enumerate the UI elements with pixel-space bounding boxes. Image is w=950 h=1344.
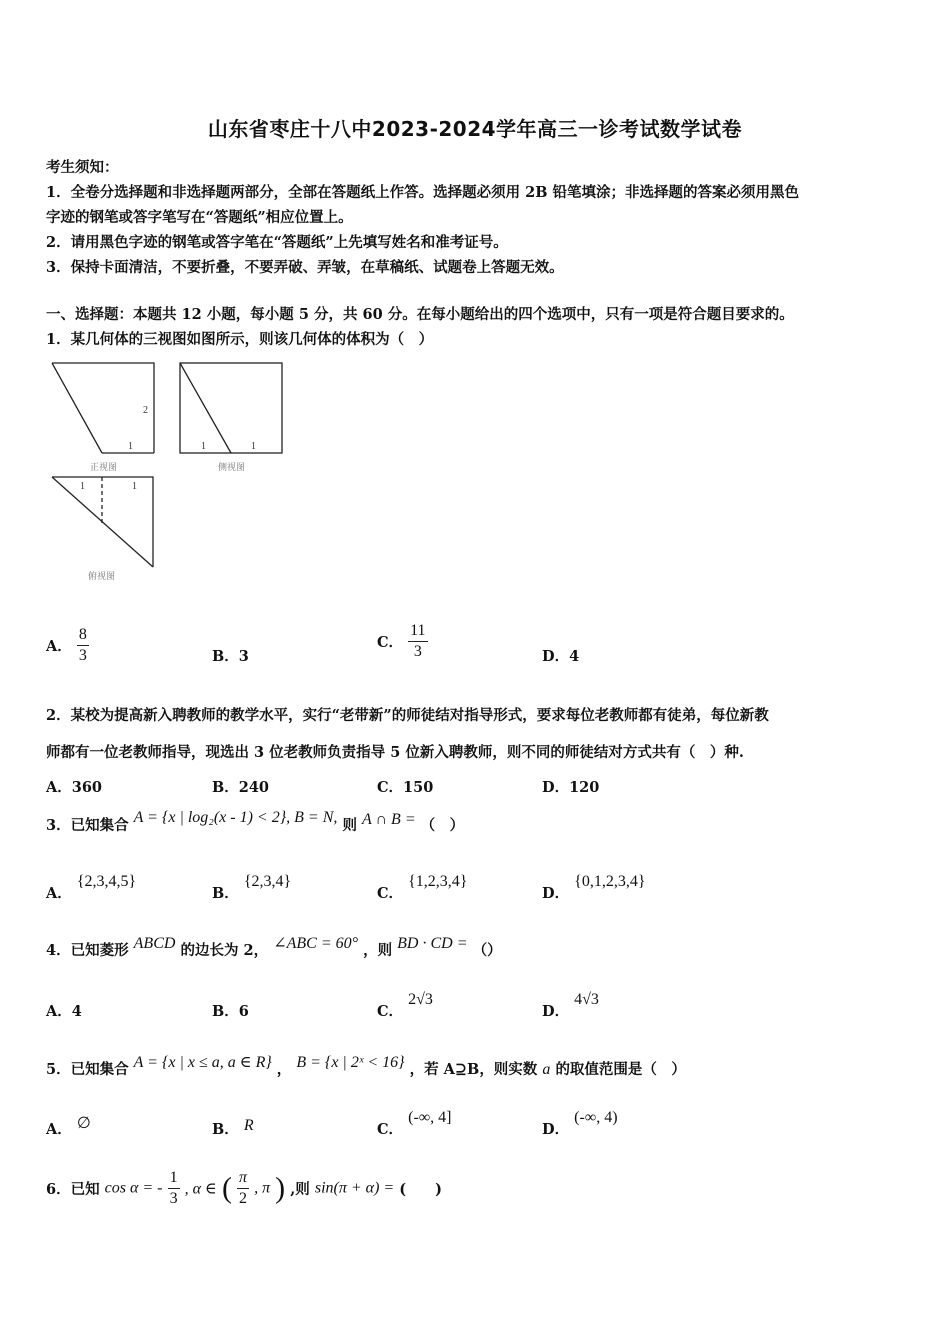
q1-option-c[interactable] <box>377 621 428 662</box>
side-view-label: 侧视图 <box>218 463 246 473</box>
q4-option-c-label: C． <box>377 1003 404 1020</box>
q3-option-b-label: B． <box>212 885 239 902</box>
q6-cos-expression: cos α = - <box>104 1179 163 1197</box>
front-view-label: 正视图 <box>90 463 118 473</box>
q6-pi-numerator: π <box>237 1168 249 1189</box>
q6-prefix: 6．已知 <box>46 1181 100 1198</box>
q1-option-d[interactable]: D．4 <box>542 648 580 665</box>
q6-fraction-pi-half <box>237 1168 249 1209</box>
q4-mid-1: 的边长为 2， <box>180 942 269 959</box>
q5-variable-a: a <box>542 1061 551 1078</box>
q1-option-b[interactable]: B．3 <box>212 648 249 665</box>
q4-option-d-label: D． <box>542 1003 570 1020</box>
q1-c-denominator: 3 <box>413 643 422 660</box>
side-dim-1b: 1 <box>251 441 256 452</box>
q3-option-b-value: {2,3,4} <box>243 873 292 890</box>
q4-option-a[interactable]: A．4 <box>46 1003 82 1020</box>
q3-option-c[interactable] <box>377 870 468 902</box>
q6-sin-expression: sin(π + α) = <box>314 1179 395 1197</box>
q1-option-c-fraction <box>408 621 427 662</box>
q5-option-a[interactable] <box>46 1115 91 1139</box>
q5-option-c-value: (-∞, 4] <box>408 1109 452 1126</box>
q2-option-c[interactable]: C．150 <box>377 779 434 796</box>
notice-heading: 考生须知： <box>46 159 119 176</box>
q5-option-d[interactable] <box>542 1106 618 1138</box>
q6-frac-denominator: 3 <box>169 1190 178 1207</box>
q3-option-a-label: A． <box>46 885 72 902</box>
q3-option-b[interactable] <box>212 870 292 902</box>
q1-option-c-label: C． <box>377 634 404 651</box>
q5-mid: ，若 A⊇B，则实数 <box>409 1061 538 1078</box>
q3-option-d-value: {0,1,2,3,4} <box>574 873 646 890</box>
q3-set-expression: A = {x | log₂(x - 1) < 2}, B = N, <box>133 809 338 826</box>
q3-option-c-value: {1,2,3,4} <box>408 873 468 890</box>
q4-mid-2: ，则 <box>363 942 393 959</box>
three-view-figure <box>46 355 296 585</box>
q2-option-b[interactable]: B．240 <box>212 779 270 796</box>
q6-pi-denominator: 2 <box>239 1190 248 1207</box>
side-view <box>180 363 282 473</box>
q4-dot-product-expression: BD · CD = <box>397 935 468 952</box>
q6-pi-tail: , π <box>254 1179 271 1197</box>
q3-option-d[interactable] <box>542 870 646 902</box>
q5-option-b-label: B． <box>212 1121 239 1138</box>
page-title: 山东省枣庄十八中2023-2024学年高三一诊考试数学试卷 <box>207 117 743 141</box>
q5-option-b[interactable] <box>212 1118 254 1139</box>
q3-option-c-label: C． <box>377 885 404 902</box>
q5-option-a-label: A． <box>46 1121 72 1138</box>
section-heading: 一、选择题：本题共 12 小题，每小题 5 分，共 60 分。在每小题给出的四个选项中，只有一项是符合题目要求的。 <box>46 306 794 323</box>
q1-a-denominator: 3 <box>78 647 87 664</box>
q2-option-a[interactable]: A．360 <box>46 779 103 796</box>
top-view <box>52 477 153 582</box>
top-dim-1a: 1 <box>80 481 85 492</box>
q1-option-a-fraction <box>77 625 89 666</box>
q1-c-numerator: 11 <box>408 621 427 642</box>
q4-option-d[interactable] <box>542 988 599 1020</box>
q4-rhombus-name: ABCD <box>133 935 176 952</box>
q3-suffix: （ ） <box>420 817 465 834</box>
q5-separator: ， <box>276 1061 292 1078</box>
q3-option-d-label: D． <box>542 885 570 902</box>
q5-set-a-expression: A = {x | x ≤ a, a ∈ R} <box>133 1054 272 1071</box>
q4-suffix: （） <box>472 942 502 959</box>
q5-option-d-label: D． <box>542 1121 570 1138</box>
q3-prefix: 3．已知集合 <box>46 817 129 834</box>
q3-option-a-value: {2,3,4,5} <box>76 873 137 890</box>
q1-option-a[interactable] <box>46 625 89 666</box>
q4-option-c-value: 2√3 <box>408 991 433 1008</box>
q3-mid: 则 <box>342 817 357 834</box>
notice-line-1a: 1．全卷分选择题和非选择题两部分，全部在答题纸上作答。选择题必须用 2B 铅笔填涂；非选择题的答案必须用黑色 <box>46 184 800 201</box>
q5-option-a-value: ∅ <box>76 1115 91 1132</box>
notice-line-2: 2．请用黑色字迹的钢笔或答字笔在“答题纸”上先填写姓名和准考证号。 <box>46 234 508 251</box>
front-dim-1: 1 <box>128 441 133 452</box>
q6-fraction-one-third <box>168 1168 180 1209</box>
q4-option-c[interactable] <box>377 988 433 1020</box>
q4-option-d-value: 4√3 <box>574 991 599 1008</box>
q3-intersection-expression: A ∩ B = <box>362 811 416 828</box>
side-dim-1a: 1 <box>201 441 206 452</box>
front-view <box>52 363 154 473</box>
top-view-label: 俯视图 <box>88 572 116 582</box>
q6-mid: ,则 <box>290 1181 310 1198</box>
q5-option-b-value: R <box>243 1117 254 1134</box>
notice-line-1b: 字迹的钢笔或答字笔写在“答题纸”相应位置上。 <box>46 209 353 226</box>
q5-suffix: 的取值范围是（ ） <box>555 1061 686 1078</box>
q6-alpha-range: , α ∈ <box>184 1180 217 1198</box>
q4-stem <box>46 935 502 960</box>
q1-stem: 1．某几何体的三视图如图所示，则该几何体的体积为（ ） <box>46 331 434 348</box>
q2-line-2: 师都有一位老教师指导，现选出 3 位老教师负责指导 5 位新入聘教师，则不同的师徒结对方式共有（ ）种. <box>46 744 744 761</box>
q3-stem <box>46 809 465 835</box>
q5-prefix: 5．已知集合 <box>46 1061 129 1078</box>
q1-a-numerator: 8 <box>77 625 89 646</box>
q6-frac-numerator: 1 <box>168 1168 180 1189</box>
q6-stem: 6．已知 cos α = - $\frac{1}{3}$ , α ∈ ( $\frac{\pi}{2}$ , π ) ,则 sin(π + α) = ( ) <box>46 1169 442 1207</box>
q4-angle-expression: ∠ABC = 60° <box>273 935 359 952</box>
notice-line-3: 3．保持卡面清洁，不要折叠，不要弄破、弄皱，在草稿纸、试题卷上答题无效。 <box>46 259 564 276</box>
q2-line-1: 2．某校为提高新入聘教师的教学水平，实行“老带新”的师徒结对指导形式，要求每位老教师都有徒弟，每位新教 <box>46 707 769 724</box>
q5-stem <box>46 1054 686 1079</box>
q6-suffix: ( ) <box>399 1181 442 1198</box>
q1-option-a-label: A． <box>46 638 72 655</box>
top-dim-1b: 1 <box>132 481 137 492</box>
q5-option-c[interactable] <box>377 1106 452 1138</box>
q3-option-a[interactable] <box>46 870 137 902</box>
q2-option-d[interactable]: D．120 <box>542 779 600 796</box>
q5-option-d-value: (-∞, 4) <box>574 1109 618 1126</box>
q4-option-b[interactable]: B．6 <box>212 1003 249 1020</box>
front-dim-2: 2 <box>143 405 148 416</box>
q5-set-b-expression: B = {x | 2ˣ < 16} <box>296 1054 405 1071</box>
q4-prefix: 4．已知菱形 <box>46 942 129 959</box>
q5-option-c-label: C． <box>377 1121 404 1138</box>
